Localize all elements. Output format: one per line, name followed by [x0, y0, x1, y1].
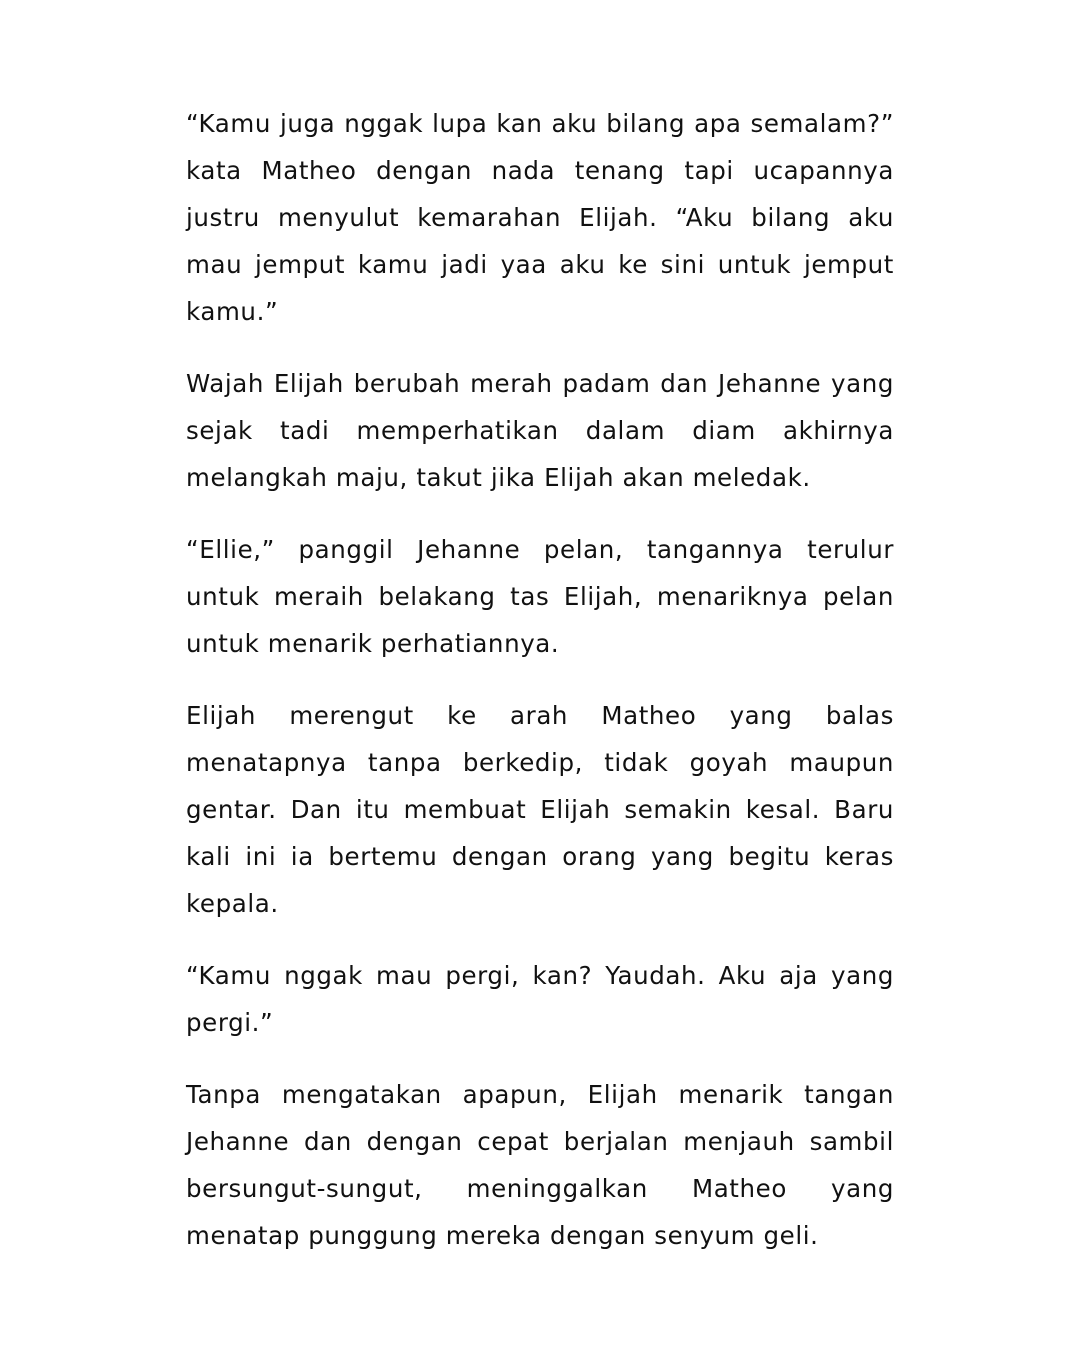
document-page	[186, 100, 894, 1284]
paragraph: “Ellie,” panggil Jehanne pelan, tangannya terulur untuk meraih belakang tas Elijah, menariknya pelan untuk menarik perhatiannya.	[186, 535, 894, 658]
paragraph: “Kamu juga nggak lupa kan aku bilang apa semalam?” kata Matheo dengan nada tenang tapi ucapannya justru menyulut kemarahan Elijah. “Aku bilang aku mau jemput kamu jadi yaa aku ke sini untuk jemput kamu.”	[186, 109, 894, 326]
paragraph: Tanpa mengatakan apapun, Elijah menarik tangan Jehanne dan dengan cepat berjalan menjauh sambil bersungut-sungut, meninggalkan Matheo yang menatap punggung mereka dengan senyum geli.	[186, 1080, 894, 1250]
paragraph: Wajah Elijah berubah merah padam dan Jehanne yang sejak tadi memperhatikan dalam diam akhirnya melangkah maju, takut jika Elijah akan meledak.	[186, 369, 894, 492]
paragraph: Elijah merengut ke arah Matheo yang balas menatapnya tanpa berkedip, tidak goyah maupun gentar. Dan itu membuat Elijah semakin kesal. Baru kali ini ia bertemu dengan orang yang begitu keras kepala.	[186, 701, 894, 918]
paragraph: “Kamu nggak mau pergi, kan? Yaudah. Aku aja yang pergi.”	[186, 961, 894, 1037]
